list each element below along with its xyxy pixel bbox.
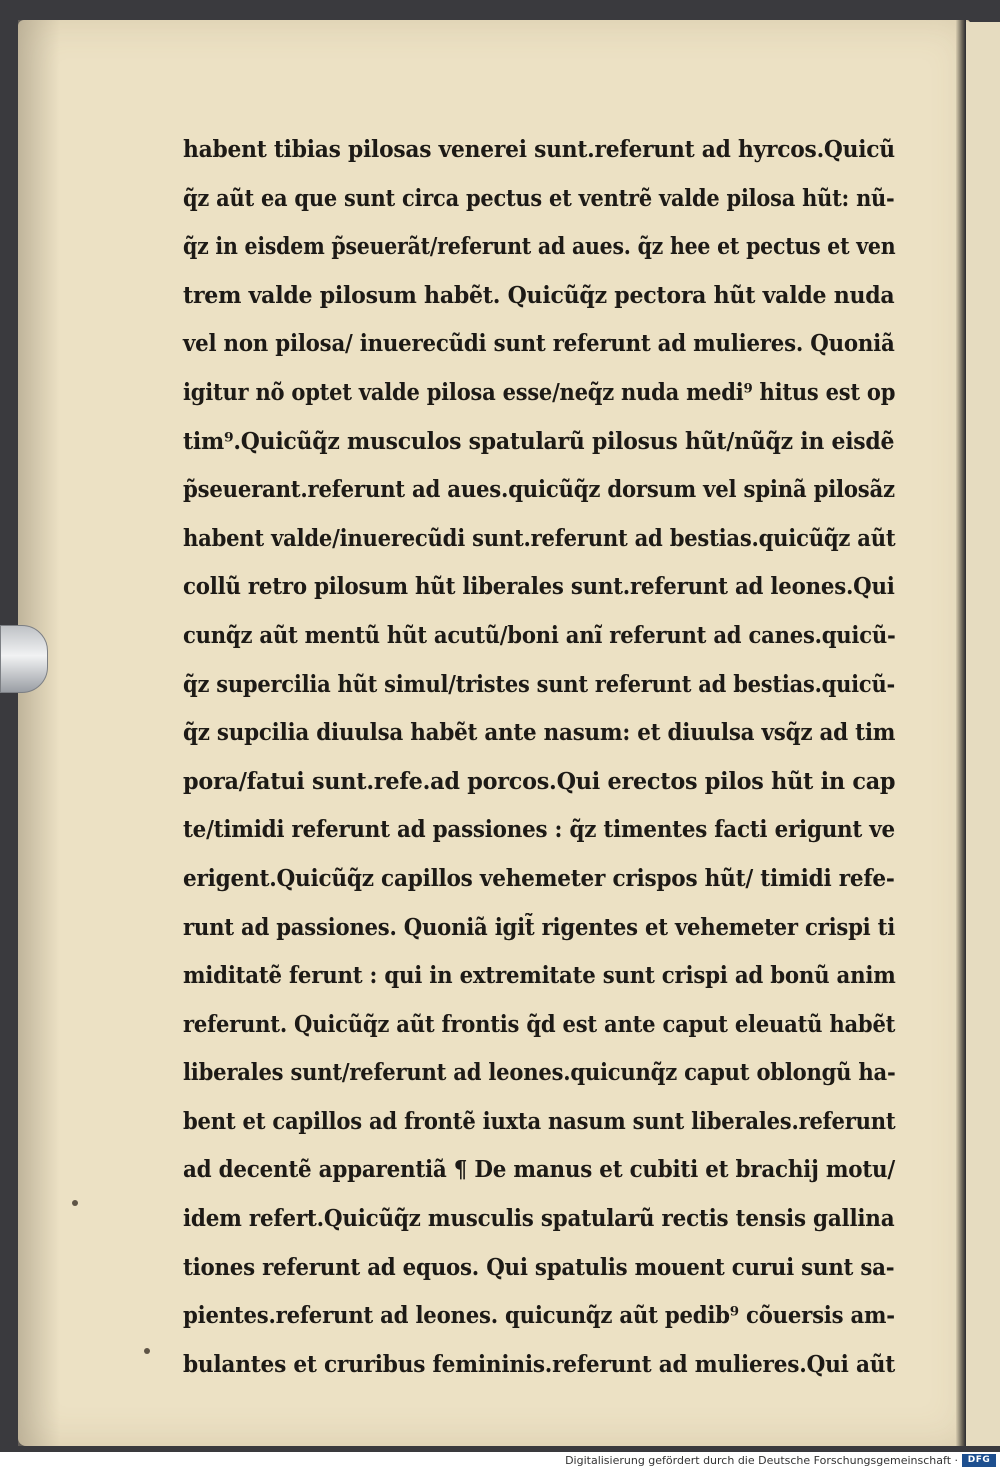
text-line: q̃z in eisdem p̃seuerãt/referunt ad aues. q̃z hee et pectus et ven	[183, 233, 896, 261]
text-line: habent valde/inuerecũdi sunt.referunt ad bestias.quicũq̃z aũt	[183, 524, 896, 552]
text-line: pientes.referunt ad leones. quicunq̃z aũt pedib⁹ cõuersis am-	[183, 1302, 895, 1330]
text-line: pora/fatui sunt.refe.ad porcos.Qui erectos pilos hũt in cap	[183, 767, 896, 795]
text-line: q̃z aũt ea que sunt circa pectus et ventrẽ valde pilosa hũt: nũ-	[183, 184, 895, 212]
text-line: liberales sunt/referunt ad leones.quicunq̃z caput oblongũ ha-	[183, 1059, 896, 1087]
page-shadow-edge	[18, 20, 60, 1446]
text-line: tiones referunt ad equos. Qui spatulis mouent curui sunt sa-	[183, 1253, 895, 1281]
text-line: p̃seuerant.referunt ad aues.quicũq̃z dorsum vel spinã pilosãz	[183, 476, 895, 504]
metal-clasp	[0, 625, 48, 693]
text-line: bulantes et cruribus femininis.referunt ad mulieres.Qui aũt	[183, 1350, 896, 1378]
text-line: referunt. Quicũq̃z aũt frontis q̃d est ante caput eleuatũ habẽt	[183, 1010, 896, 1038]
text-line: erigent.Quicũq̃z capillos vehemeter crispos hũt/ timidi refe-	[183, 864, 895, 892]
text-line: vel non pilosa/ inuerecũdi sunt referunt ad mulieres. Quoniã	[183, 330, 895, 358]
footer-credit: Digitalisierung gefördert durch die Deutsche Forschungsgemeinschaft ·	[565, 1454, 958, 1467]
text-line: miditatẽ ferunt : qui in extremitate sunt crispi ad bonũ anim	[183, 962, 896, 990]
text-line: ad decentẽ apparentiã ¶ De manus et cubiti et brachij motu/	[183, 1156, 895, 1184]
text-line: habent tibias pilosas venerei sunt.referunt ad hyrcos.Quicũ	[183, 136, 895, 163]
ink-speck	[72, 1200, 78, 1206]
text-line: bent et capillos ad frontẽ iuxta nasum sunt liberales.referunt	[183, 1107, 896, 1135]
text-line: idem refert.Quicũq̃z musculis spatularũ rectis tensis gallina	[183, 1205, 895, 1233]
ink-speck	[144, 1348, 150, 1354]
book-page	[18, 20, 970, 1446]
text-line: q̃z supcilia diuulsa habẽt ante nasum: et diuulsa vsq̃z ad tim	[183, 719, 896, 747]
text-line: collũ retro pilosum hũt liberales sunt.referunt ad leones.Qui	[183, 573, 895, 601]
text-line: igitur nõ optet valde pilosa esse/neq̃z nuda medi⁹ hitus est op	[183, 378, 896, 406]
facing-page-edge	[966, 22, 1000, 1446]
text-line: trem valde pilosum habẽt. Quicũq̃z pectora hũt valde nuda	[183, 281, 895, 309]
text-block	[183, 126, 898, 1389]
book-gutter	[956, 20, 966, 1446]
footer-bar	[0, 1452, 1000, 1470]
text-line: cunq̃z aũt mentũ hũt acutũ/boni anĩ referunt ad canes.quicũ-	[183, 621, 896, 649]
text-line: tim⁹.Quicũq̃z musculos spatularũ pilosus hũt/nũq̃z in eisdẽ	[183, 427, 895, 455]
dfg-logo[interactable]: DFG	[962, 1454, 996, 1467]
text-line: te/timidi referunt ad passiones : q̃z timentes facti erigunt ve	[183, 816, 895, 844]
text-line: q̃z supercilia hũt simul/tristes sunt referunt ad bestias.quicũ-	[183, 670, 895, 698]
text-line: runt ad passiones. Quoniã igit̃ rigentes et vehemeter crispi ti	[183, 913, 896, 941]
